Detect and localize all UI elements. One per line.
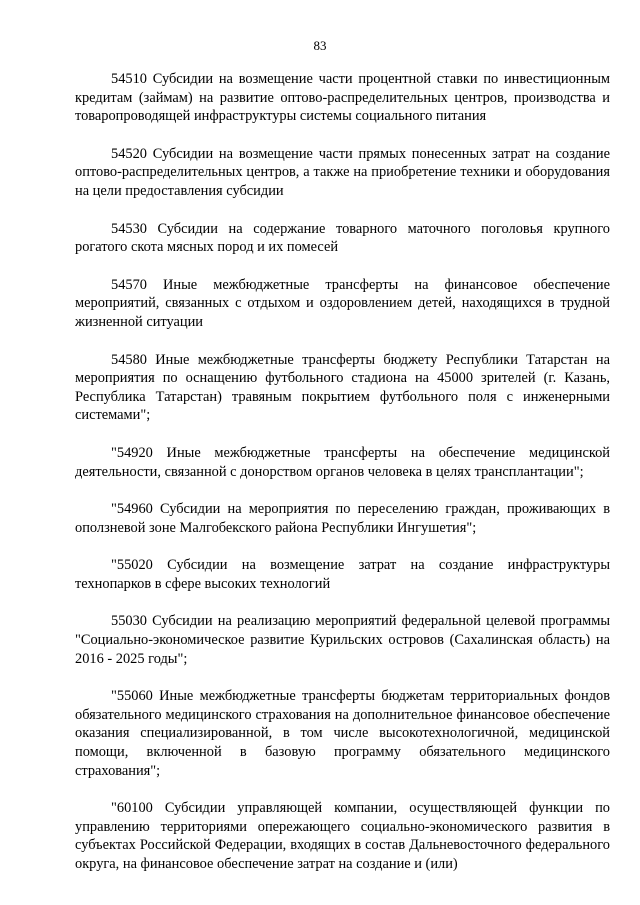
document-body — [75, 70, 610, 874]
paragraph-55030: 55030 Субсидии на реализацию мероприятий федеральной целевой программы "Социально-экономическое развитие Курильских островов (Сахалинская область) на 2016 - 2025 годы"; — [75, 613, 610, 667]
paragraph-54510: 54510 Субсидии на возмещение части процентной ставки по инвестиционным кредитам (займам) на развитие оптово-распределительных центров, производства и товаропроводящей инфраструктуры системы социального питания — [75, 71, 610, 125]
paragraph-54960: "54960 Субсидии на мероприятия по переселению граждан, проживающих в оползневой зоне Малгобекского района Республики Ингушетия"; — [75, 501, 610, 536]
page-number: 83 — [313, 38, 327, 53]
paragraph-54520: 54520 Субсидии на возмещение части прямых понесенных затрат на создание оптово-распределительных центров, а также на приобретение техники и оборудования на цели предоставления субсидии — [75, 145, 610, 199]
paragraph-54920: "54920 Иные межбюджетные трансферты на обеспечение медицинской деятельности, связанной с донорством органов человека в целях трансплантации"; — [75, 444, 610, 480]
paragraph-55020: "55020 Субсидии на возмещение затрат на создание инфраструктуры технопарков в сфере высоких технологий — [75, 557, 610, 592]
paragraph-54570: 54570 Иные межбюджетные трансферты на финансовое обеспечение мероприятий, связанных с отдыхом и оздоровлением детей, находящихся в трудной жизненной ситуации — [75, 276, 610, 330]
paragraph-54530: 54530 Субсидии на содержание товарного маточного поголовья крупного рогатого скота мясных пород и их помесей — [75, 220, 610, 256]
paragraph-60100: "60100 Субсидии управляющей компании, осуществляющей функции по управлению территориями опережающего социально-экономического развития в субъектах Российской Федерации, входящих в состав Дальневосточного федерального округа, на финансовое обеспечение затрат на создание и (или) — [75, 800, 610, 872]
paragraph-55060: "55060 Иные межбюджетные трансферты бюджетам территориальных фондов обязательного медицинского страхования на дополнительное финансовое обеспечение оказания специализированной, в том числе высокотехнологичной, медицинской помощи, включенной в базовую программу обязательного медицинского страхования"; — [75, 688, 610, 779]
paragraph-54580: 54580 Иные межбюджетные трансферты бюджету Республики Татарстан на мероприятия по оснащению футбольного стадиона на 45000 зрителей (г. Казань, Республика Татарстан) травяным покрытием футбольного поля с инженерными системами"; — [75, 351, 610, 424]
